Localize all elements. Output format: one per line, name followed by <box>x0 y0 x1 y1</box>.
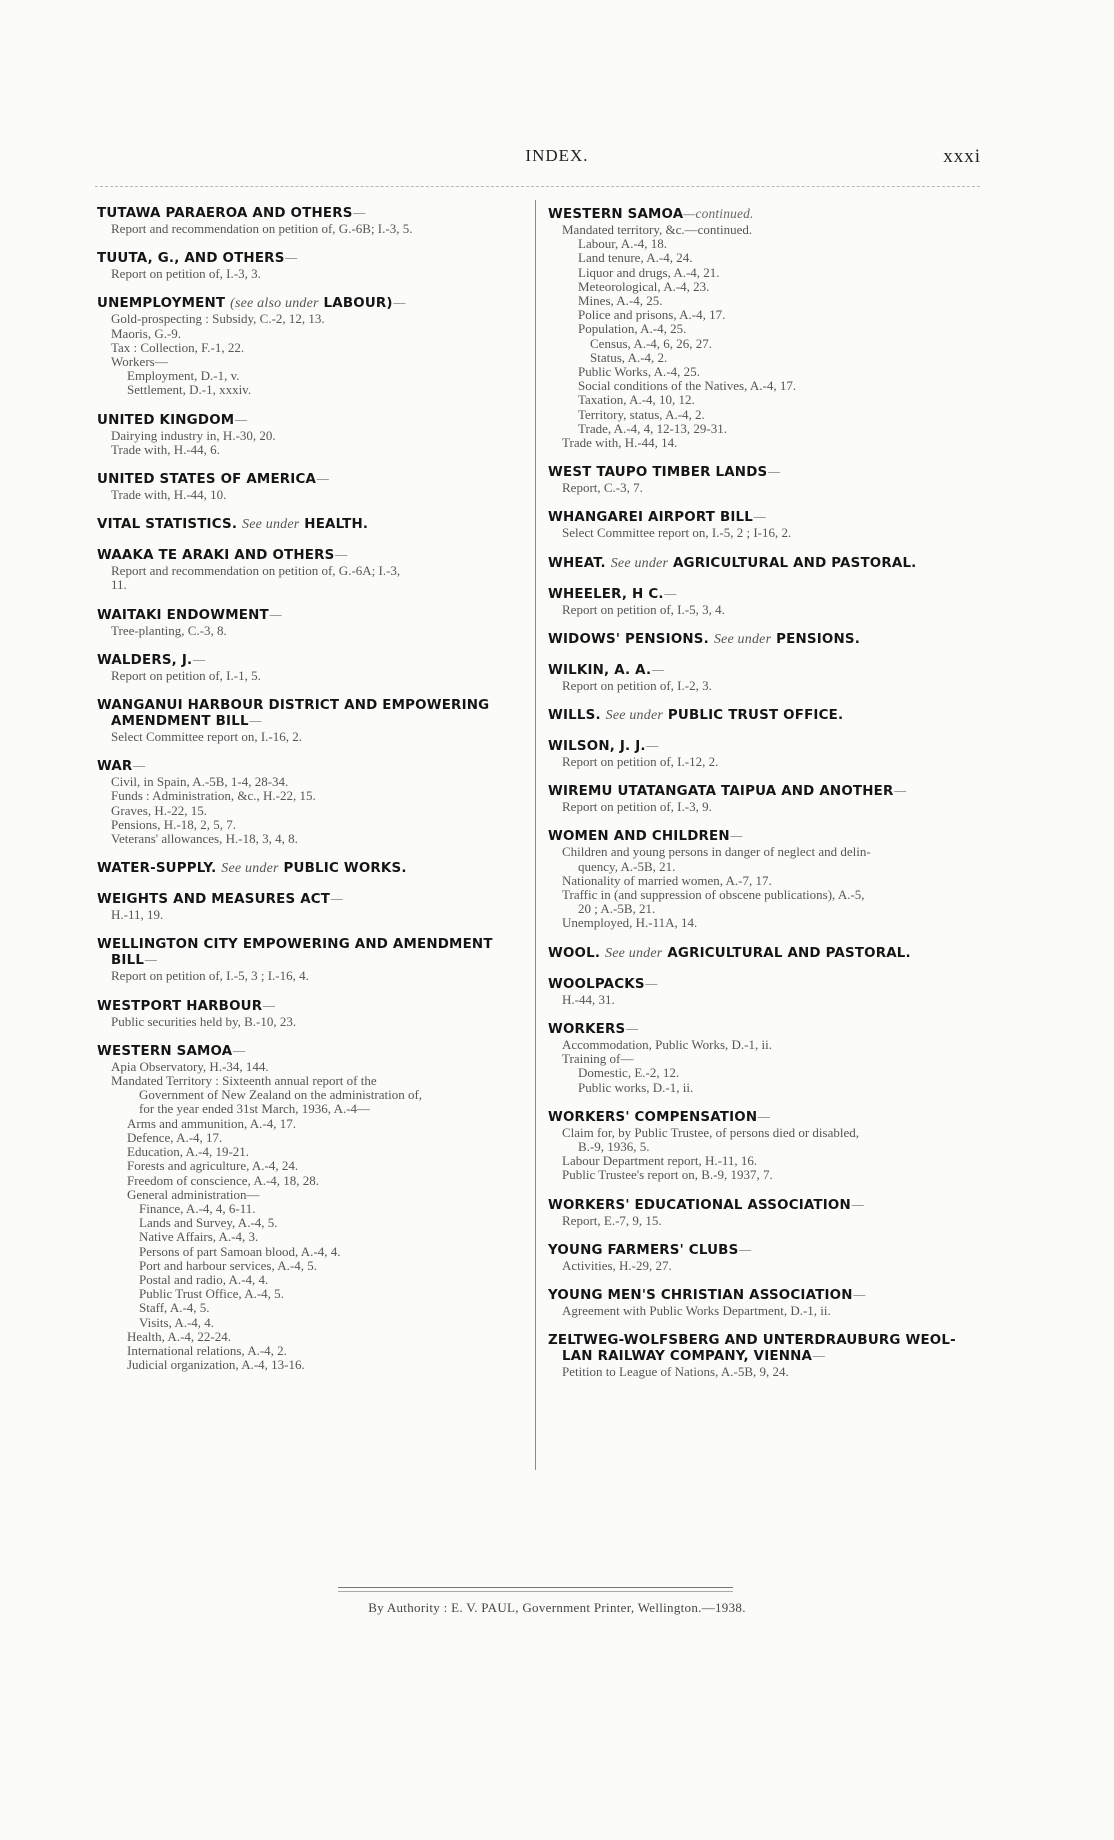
entry-line: Employment, D.-1, v. <box>127 368 240 384</box>
index-entry <box>548 708 978 724</box>
entry-line: Claim for, by Public Trustee, of persons died or disabled, <box>562 1124 860 1140</box>
entry-line: Report on petition of, I.-12, 2. <box>562 754 719 770</box>
entry-line: Report on petition of, I.-3, 9. <box>562 799 712 815</box>
entry-line: Staff, A.-4, 5. <box>139 1300 210 1316</box>
index-entry <box>97 999 527 1029</box>
entry-line: Labour, A.-4, 18. <box>578 236 668 252</box>
heading-text: WATER-SUPPLY. <box>97 861 217 877</box>
entry-line: Public Trust Office, A.-4, 5. <box>139 1286 284 1302</box>
entry-line: Report and recommendation on petition of, G.-6A; I.-3, <box>111 563 401 579</box>
entry-heading: WAAKA TE ARAKI AND OTHERS— <box>97 548 349 564</box>
index-entry <box>548 663 978 693</box>
entry-heading <box>548 1333 978 1349</box>
entry-heading: WOOLPACKS— <box>548 976 659 992</box>
entry-line: H.-44, 31. <box>562 991 615 1007</box>
entry-line: Meteorological, A.-4, 23. <box>578 278 710 294</box>
entry-line: Training of— <box>562 1051 634 1067</box>
index-entry <box>97 937 527 983</box>
entry-line: Trade with, H.-44, 14. <box>562 435 678 451</box>
heading-text: WORKERS' EDUCATIONAL ASSOCIATION <box>548 1197 851 1213</box>
entry-heading-continuation: BILL— <box>111 953 158 969</box>
index-entry <box>97 653 527 683</box>
index-entry <box>97 206 527 236</box>
index-entry <box>548 1243 978 1273</box>
entry-heading: TUTAWA PARAEROA AND OTHERS— <box>97 206 367 221</box>
heading-text: WALDERS, J. <box>97 652 193 668</box>
entry-heading-continuation: LAN RAILWAY COMPANY, VIENNA— <box>562 1349 826 1365</box>
heading-text: WOMEN AND CHILDREN <box>548 829 730 845</box>
entry-line: Report on petition of, I.-5, 3, 4. <box>562 601 725 617</box>
continued-label: —continued. <box>683 206 754 221</box>
heading-text: WESTPORT HARBOUR <box>97 998 263 1014</box>
entry-heading: YOUNG MEN'S CHRISTIAN ASSOCIATION— <box>548 1287 867 1303</box>
see-reference: See under <box>605 945 663 961</box>
entry-heading <box>97 698 527 714</box>
heading-text: WILLS. <box>548 708 601 724</box>
see-reference: See under <box>221 861 279 877</box>
index-entry <box>548 465 978 495</box>
entry-heading: TUUTA, G., AND OTHERS— <box>97 251 299 267</box>
heading-text: TUTAWA PARAEROA AND OTHERS <box>97 206 353 221</box>
entry-line: Census, A.-4, 6, 26, 27. <box>590 335 713 351</box>
entry-heading <box>548 946 978 962</box>
entry-heading-continuation: AMENDMENT BILL— <box>111 714 263 730</box>
entry-line: Trade with, H.-44, 6. <box>111 441 220 457</box>
index-entry <box>548 1333 978 1379</box>
index-entry <box>97 251 527 281</box>
entry-line: Children and young persons in danger of neglect and delin- <box>562 844 871 860</box>
entry-heading <box>548 708 978 724</box>
index-entry <box>97 517 527 533</box>
entry-heading: WAR— <box>97 759 147 775</box>
entry-line: Mines, A.-4, 25. <box>578 293 663 309</box>
page-title: INDEX. <box>525 146 589 165</box>
index-entry <box>548 632 978 648</box>
entry-line: Report on petition of, I.-5, 3 ; I.-16, 4. <box>111 968 309 984</box>
header-rule <box>95 186 980 187</box>
heading-text: WEIGHTS AND MEASURES ACT <box>97 892 331 908</box>
heading-text: WORKERS' COMPENSATION <box>548 1109 758 1125</box>
entry-heading: WAITAKI ENDOWMENT— <box>97 607 283 623</box>
page-header <box>0 146 1114 176</box>
heading-text: WHEELER, H C. <box>548 586 664 602</box>
index-entry <box>97 698 527 744</box>
heading-text-2: AMENDMENT BILL <box>111 714 249 730</box>
entry-line: Domestic, E.-2, 12. <box>578 1065 680 1081</box>
heading-text: WAITAKI ENDOWMENT <box>97 607 269 623</box>
entry-line: Report on petition of, I.-3, 3. <box>111 266 261 282</box>
index-entry <box>97 759 527 846</box>
entry-line: Report on petition of, I.-1, 5. <box>111 667 261 683</box>
entry-line: Police and prisons, A.-4, 17. <box>578 307 726 323</box>
entry-line: Land tenure, A.-4, 24. <box>578 250 693 266</box>
index-entry <box>97 608 527 638</box>
entry-line: Education, A.-4, 19-21. <box>127 1144 250 1160</box>
entry-line: Judicial organization, A.-4, 13-16. <box>127 1357 305 1373</box>
entry-line: Public Works, A.-4, 25. <box>578 364 700 380</box>
entry-line: Freedom of conscience, A.-4, 18, 28. <box>127 1172 320 1188</box>
index-entry <box>548 784 978 814</box>
index-entry <box>548 1110 978 1183</box>
entry-heading: WALDERS, J.— <box>97 652 206 668</box>
heading-text: UNITED KINGDOM <box>97 412 235 428</box>
entry-line: quency, A.-5B, 21. <box>578 858 676 874</box>
entry-heading <box>548 556 978 572</box>
entry-line: Labour Department report, H.-11, 16. <box>562 1153 758 1169</box>
heading-tail: AGRICULTURAL AND PASTORAL. <box>667 945 911 961</box>
entry-line: Health, A.-4, 22-24. <box>127 1328 231 1344</box>
entry-line: Mandated Territory : Sixteenth annual report of the <box>111 1073 377 1089</box>
entry-line: for the year ended 31st March, 1936, A.-4— <box>139 1101 371 1117</box>
entry-heading: WESTERN SAMOA— <box>97 1043 246 1059</box>
heading-text: WESTERN SAMOA <box>97 1043 233 1059</box>
entry-line: Report, E.-7, 9, 15. <box>562 1212 662 1228</box>
index-entry <box>548 977 978 1007</box>
heading-text: WIREMU UTATANGATA TAIPUA AND ANOTHER <box>548 784 894 800</box>
entry-line: Report and recommendation on petition of, G.-6B; I.-3, 5. <box>111 221 413 236</box>
heading-tail: HEALTH. <box>304 517 369 533</box>
entry-line: Public securities held by, B.-10, 23. <box>111 1013 297 1029</box>
entry-heading: WORKERS' EDUCATIONAL ASSOCIATION— <box>548 1197 865 1213</box>
page-number: xxxi <box>943 146 981 167</box>
heading-text: WAAKA TE ARAKI AND OTHERS <box>97 548 335 564</box>
index-entry <box>97 1044 527 1372</box>
footer-rule <box>338 1587 733 1588</box>
index-entry <box>548 587 978 617</box>
entry-line: Veterans' allowances, H.-18, 3, 4, 8. <box>111 831 298 847</box>
index-entry <box>548 1198 978 1228</box>
entry-line: Tree-planting, C.-3, 8. <box>111 622 227 638</box>
index-entry <box>548 946 978 962</box>
index-column-right <box>548 206 978 1394</box>
entry-line: Activities, H.-29, 27. <box>562 1257 672 1273</box>
entry-line: Native Affairs, A.-4, 3. <box>139 1229 259 1245</box>
see-reference: See under <box>605 708 664 724</box>
entry-heading: WOMEN AND CHILDREN— <box>548 829 744 845</box>
entry-heading: UNITED KINGDOM— <box>97 412 248 428</box>
footer-rule-2 <box>338 1591 733 1592</box>
entry-line: 11. <box>111 577 127 593</box>
entry-heading: WORKERS— <box>548 1021 639 1037</box>
entry-heading: WILSON, J. J.— <box>548 739 660 755</box>
entry-line: Traffic in (and suppression of obscene publications), A.-5, <box>562 887 865 903</box>
entry-heading: WESTPORT HARBOUR— <box>97 998 276 1014</box>
heading-text: WOOLPACKS <box>548 976 645 992</box>
entry-line: Settlement, D.-1, xxxiv. <box>127 382 252 398</box>
entry-line: Select Committee report on, I.-5, 2 ; I-16, 2. <box>562 525 792 541</box>
entry-line: Report on petition of, I.-2, 3. <box>562 677 712 693</box>
heading-text: WHANGAREI AIRPORT BILL <box>548 510 754 526</box>
entry-line: Finance, A.-4, 4, 6-11. <box>139 1200 256 1216</box>
entry-heading <box>548 206 978 223</box>
entry-line: Funds : Administration, &c., H.-22, 15. <box>111 788 316 804</box>
index-entry <box>548 510 978 540</box>
entry-line: Taxation, A.-4, 10, 12. <box>578 392 695 408</box>
index-entry <box>97 296 527 397</box>
entry-line: Public works, D.-1, ii. <box>578 1079 694 1095</box>
see-reference: See under <box>610 555 669 571</box>
entry-heading: WEIGHTS AND MEASURES ACT— <box>97 892 344 908</box>
entry-line: Trade with, H.-44, 10. <box>111 487 227 503</box>
entry-line: Social conditions of the Natives, A.-4, 17. <box>578 378 797 394</box>
entry-line: Pensions, H.-18, 2, 5, 7. <box>111 816 236 832</box>
entry-heading: YOUNG FARMERS' CLUBS— <box>548 1242 753 1258</box>
heading-text-2: LAN RAILWAY COMPANY, VIENNA <box>562 1349 813 1365</box>
entry-line: Status, A.-4, 2. <box>590 349 668 365</box>
heading-tail: LABOUR) <box>323 296 393 312</box>
entry-line: Agreement with Public Works Department, D.-1, ii. <box>562 1302 831 1318</box>
entry-line: General administration— <box>127 1186 260 1202</box>
entry-line: International relations, A.-4, 2. <box>127 1342 287 1358</box>
index-entry <box>97 548 527 592</box>
heading-tail: PUBLIC TRUST OFFICE. <box>667 708 844 724</box>
entry-line: H.-11, 19. <box>111 907 164 923</box>
index-entry <box>548 739 978 769</box>
index-entry <box>97 892 527 922</box>
index-entry <box>97 861 527 877</box>
index-entry <box>548 1022 978 1095</box>
heading-text: WANGANUI HARBOUR DISTRICT AND EMPOWERING <box>97 698 490 714</box>
heading-text: WELLINGTON CITY EMPOWERING AND AMENDMENT <box>97 937 493 953</box>
entry-line: B.-9, 1936, 5. <box>578 1138 650 1154</box>
entry-line: Accommodation, Public Works, D.-1, ii. <box>562 1036 772 1052</box>
entry-line: Liquor and drugs, A.-4, 21. <box>578 264 720 280</box>
see-reference: (see also under <box>230 296 319 312</box>
entry-line: Persons of part Samoan blood, A.-4, 4. <box>139 1243 341 1259</box>
entry-line: Tax : Collection, F.-1, 22. <box>111 339 245 355</box>
heading-text: YOUNG MEN'S CHRISTIAN ASSOCIATION <box>548 1287 853 1303</box>
index-entry <box>548 206 978 450</box>
entry-line: Mandated territory, &c.—continued. <box>562 222 753 237</box>
heading-text: TUUTA, G., AND OTHERS <box>97 251 285 267</box>
entry-line: Defence, A.-4, 17. <box>127 1129 223 1145</box>
entry-line: Dairying industry in, H.-30, 20. <box>111 427 276 443</box>
heading-text: WHEAT. <box>548 555 606 571</box>
heading-text: WOOL. <box>548 945 601 961</box>
heading-tail: PUBLIC WORKS. <box>283 861 407 877</box>
heading-tail: PENSIONS. <box>776 631 861 647</box>
entry-heading: WEST TAUPO TIMBER LANDS— <box>548 465 781 481</box>
index-column-left <box>97 206 527 1387</box>
entry-heading: UNITED STATES OF AMERICA— <box>97 472 330 488</box>
entry-line: 20 ; A.-5B, 21. <box>578 901 656 917</box>
entry-heading: WIREMU UTATANGATA TAIPUA AND ANOTHER— <box>548 784 908 800</box>
entry-heading: WORKERS' COMPENSATION— <box>548 1109 771 1125</box>
entry-line: Lands and Survey, A.-4, 5. <box>139 1215 278 1231</box>
index-entry <box>548 556 978 572</box>
entry-heading: UNEMPLOYMENT (see also under LABOUR)— <box>97 296 407 312</box>
entry-heading <box>97 937 527 953</box>
column-divider <box>535 200 536 1470</box>
entry-heading <box>548 632 978 648</box>
heading-text: WILSON, J. J. <box>548 739 646 755</box>
entry-line: Government of New Zealand on the administration of, <box>139 1087 423 1103</box>
imprint: By Authority : E. V. PAUL, Government Printer, Wellington.—1938. <box>368 1600 746 1615</box>
heading-text-2: BILL <box>111 953 145 969</box>
index-entry <box>97 413 527 457</box>
index-entry <box>548 1288 978 1318</box>
heading-text: WAR <box>97 759 133 775</box>
entry-line: Gold-prospecting : Subsidy, C.-2, 12, 13. <box>111 311 325 327</box>
index-entry <box>548 829 978 930</box>
see-reference: See under <box>242 517 300 533</box>
entry-line: Public Trustee's report on, B.-9, 1937, 7. <box>562 1167 773 1183</box>
entry-line: Trade, A.-4, 4, 12-13, 29-31. <box>578 420 728 436</box>
heading-text: VITAL STATISTICS. <box>97 517 238 533</box>
entry-line: Petition to League of Nations, A.-5B, 9, 24. <box>562 1364 789 1380</box>
entry-heading: WHANGAREI AIRPORT BILL— <box>548 510 767 526</box>
entry-line: Workers— <box>111 354 168 370</box>
entry-line: Arms and ammunition, A.-4, 17. <box>127 1115 296 1131</box>
heading-text: WESTERN SAMOA <box>548 207 684 222</box>
entry-line: Unemployed, H.-11A, 14. <box>562 915 698 931</box>
entry-line: Visits, A.-4, 4. <box>139 1314 215 1330</box>
entry-line: Port and harbour services, A.-4, 5. <box>139 1257 317 1273</box>
entry-heading <box>97 861 527 877</box>
entry-line: Apia Observatory, H.-34, 144. <box>111 1058 269 1074</box>
heading-text: WEST TAUPO TIMBER LANDS <box>548 465 768 481</box>
index-entry <box>97 472 527 502</box>
heading-tail: AGRICULTURAL AND PASTORAL. <box>672 555 917 571</box>
entry-line: Territory, status, A.-4, 2. <box>578 406 705 422</box>
entry-heading <box>97 517 527 533</box>
heading-text: ZELTWEG-WOLFSBERG AND UNTERDRAUBURG WEOL- <box>548 1333 956 1349</box>
heading-text: WIDOWS' PENSIONS. <box>548 631 709 647</box>
entry-line: Civil, in Spain, A.-5B, 1-4, 28-34. <box>111 774 289 790</box>
entry-heading: WHEELER, H C.— <box>548 586 678 602</box>
entry-line: Forests and agriculture, A.-4, 24. <box>127 1158 299 1174</box>
heading-text: UNITED STATES OF AMERICA <box>97 472 317 488</box>
entry-line: Nationality of married women, A.-7, 17. <box>562 872 772 888</box>
entry-line: Report, C.-3, 7. <box>562 480 643 496</box>
entry-line: Graves, H.-22, 15. <box>111 802 208 818</box>
heading-text: WORKERS <box>548 1021 626 1037</box>
entry-line: Select Committee report on, I.-16, 2. <box>111 729 302 745</box>
heading-text: YOUNG FARMERS' CLUBS <box>548 1242 739 1258</box>
entry-heading: WILKIN, A. A.— <box>548 662 665 678</box>
entry-line: Maoris, G.-9. <box>111 325 182 341</box>
heading-text: UNEMPLOYMENT <box>97 296 226 312</box>
see-reference: See under <box>713 631 772 647</box>
entry-line: Population, A.-4, 25. <box>578 321 687 337</box>
entry-line: Postal and radio, A.-4, 4. <box>139 1271 269 1287</box>
heading-text: WILKIN, A. A. <box>548 662 652 678</box>
